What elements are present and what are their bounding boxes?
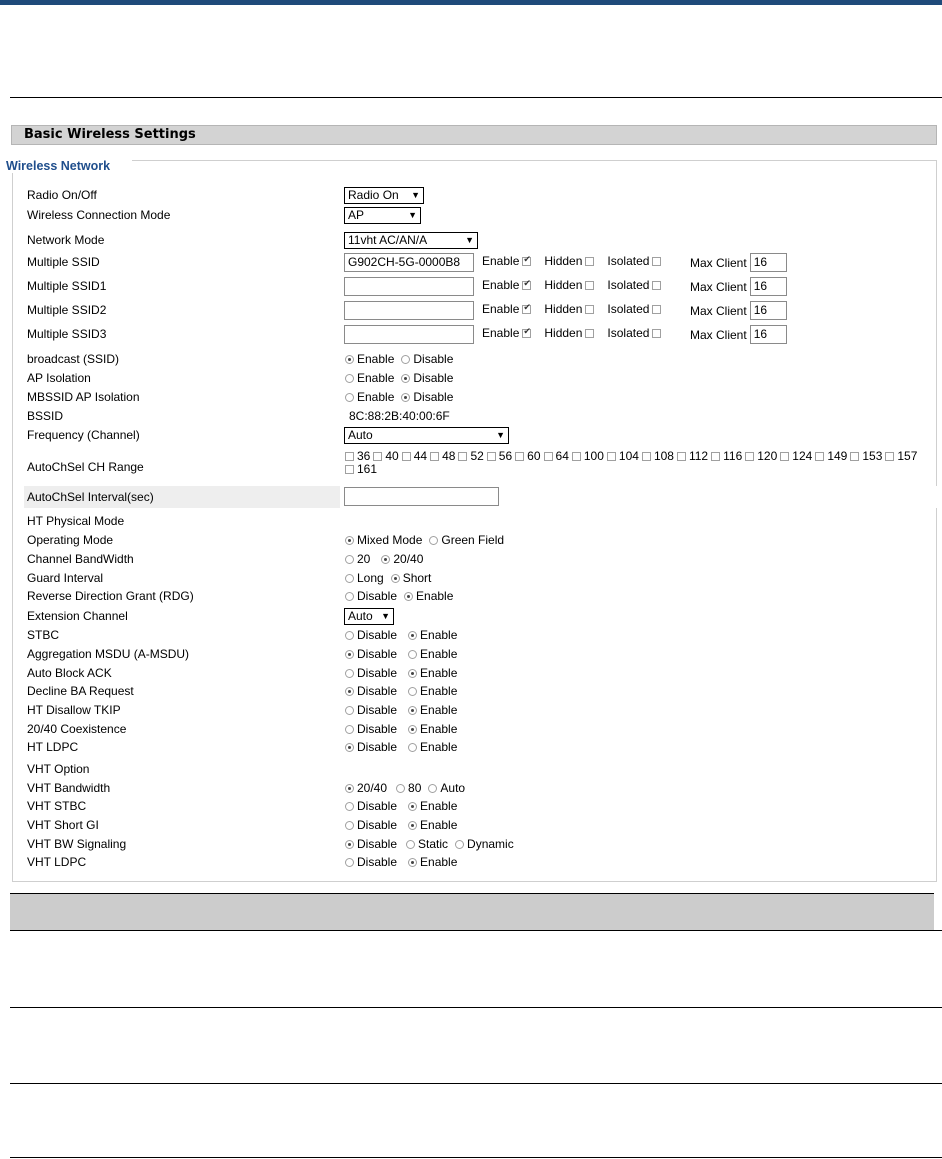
option-label: Disable [357,722,398,736]
row-amsdu [0,645,942,663]
channel-checkbox[interactable] [850,452,859,461]
option-label: Mixed Mode [357,533,423,547]
channel-checkbox[interactable] [544,452,553,461]
row-channel-bandwidth [0,550,942,568]
channel-checkbox[interactable] [345,452,354,461]
enable-label: Enable [482,254,520,268]
label: HT Disallow TKIP [27,703,121,717]
option-label: Auto [440,781,466,795]
label: MBSSID AP Isolation [27,390,140,404]
channel-checkbox[interactable] [745,452,754,461]
label: Multiple SSID2 [27,303,107,317]
label: BSSID [27,409,64,423]
selected-value: AP [348,208,365,222]
channel-label: 149 [827,449,848,463]
max-client-input[interactable]: 16 [750,301,787,320]
option-label: Disable [357,666,398,680]
row-ap-isolation [0,369,942,387]
label: VHT LDPC [27,855,87,869]
ssid-input[interactable] [344,325,474,344]
network-mode-select[interactable] [344,232,478,249]
option-label: Enable [357,352,395,366]
channel-checkbox[interactable] [607,452,616,461]
table-row-divider [10,1083,942,1084]
label: Multiple SSID1 [27,279,107,293]
option-label: Green Field [441,533,505,547]
channel-label: 124 [792,449,813,463]
autoch-interval-input[interactable] [344,487,499,506]
ht-ldpc-disable-radio[interactable] [345,743,354,752]
channel-label: 100 [583,449,604,463]
hidden-checkbox[interactable] [585,305,594,314]
chevron-down-icon: ▼ [411,190,420,200]
aba-enable-radio[interactable] [408,669,417,678]
option-label: Static [418,837,449,851]
channel-checkbox[interactable] [711,452,720,461]
isolated-checkbox[interactable] [652,329,661,338]
row-ssid-3 [0,325,942,343]
channel-label: 120 [757,449,778,463]
ssid-input[interactable] [344,301,474,320]
option-label: Disable [357,740,398,754]
option-label: Enable [420,855,458,869]
row-connection-mode [0,206,942,224]
broadcast-enable-radio[interactable] [345,355,354,364]
label: AP Isolation [27,371,91,385]
label: Radio On/Off [27,188,97,202]
broadcast-disable-radio[interactable] [401,355,410,364]
label: 20/40 Coexistence [27,722,127,736]
channel-checkbox[interactable] [780,452,789,461]
channel-checkbox[interactable] [373,452,382,461]
channel-label: 161 [357,462,378,476]
label: Multiple SSID3 [27,327,107,341]
mbssid-enable-radio[interactable] [345,393,354,402]
label: Network Mode [27,233,105,247]
isolated-checkbox[interactable] [652,257,661,266]
row-ht-ldpc [0,738,942,756]
channel-option [457,450,483,463]
chevron-down-icon: ▼ [408,210,417,220]
connection-mode-select[interactable] [344,207,421,224]
option-label: Enable [420,666,458,680]
channel-label: 56 [498,449,513,463]
amsdu-disable-radio[interactable] [345,650,354,659]
channel-label: 108 [653,449,674,463]
row-vht-bw-signaling [0,835,942,853]
section-title: Basic Wireless Settings [11,125,937,145]
row-coexistence [0,720,942,738]
extension-channel-select[interactable] [344,608,394,625]
row-vht-ldpc [0,853,942,871]
option-label: Disable [357,818,398,832]
ap-isolation-disable-radio[interactable] [401,374,410,383]
row-frequency [0,426,942,444]
enable-checkbox[interactable] [522,281,531,290]
option-label: Enable [420,703,458,717]
label: AutoChSel Interval(sec) [27,490,154,504]
row-stbc [0,626,942,644]
enable-label: Enable [482,326,520,340]
chevron-down-icon: ▼ [496,430,505,440]
option-label: 20/40 [357,781,388,795]
stbc-enable-radio[interactable] [408,631,417,640]
row-radio-onoff [0,186,942,204]
ht-physical-mode-heading: HT Physical Mode [27,514,125,528]
vht-bw-20-40-radio[interactable] [345,784,354,793]
bw-20-40-radio[interactable] [381,555,390,564]
option-label: Disable [357,628,398,642]
ap-isolation-enable-radio[interactable] [345,374,354,383]
max-client-label: Max Client [690,327,747,342]
row-network-mode [0,231,942,249]
channel-option [372,450,398,463]
row-decline-ba [0,682,942,700]
row-operating-mode [0,531,942,549]
label: VHT Bandwidth [27,781,111,795]
channel-option [676,450,708,463]
label: Auto Block ACK [27,666,112,680]
label: VHT BW Signaling [27,837,127,851]
channel-option [571,450,604,463]
channel-checkbox[interactable] [815,452,824,461]
option-label: Disable [357,703,398,717]
option-label: Enable [420,740,458,754]
table-header-row [10,893,934,930]
isolated-label: Isolated [607,278,650,292]
option-label: Enable [420,684,458,698]
label: HT LDPC [27,740,79,754]
selected-value: 11vht AC/AN/A [348,233,428,247]
option-label: 20/40 [393,552,424,566]
rdg-enable-radio[interactable] [404,592,413,601]
channel-label: 36 [357,449,371,463]
isolated-label: Isolated [607,254,650,268]
option-label: Enable [420,818,458,832]
option-label: Disable [413,371,454,385]
aba-disable-radio[interactable] [345,669,354,678]
option-label: Disable [357,837,398,851]
channel-checkbox[interactable] [487,452,496,461]
channel-label: 157 [897,449,918,463]
ssid-input[interactable]: G902CH-5G-0000B8 [344,253,474,272]
amsdu-enable-radio[interactable] [408,650,417,659]
vht-ldpc-enable-radio[interactable] [408,858,417,867]
label: Wireless Connection Mode [27,208,171,222]
label: Reverse Direction Grant (RDG) [27,589,194,603]
enable-checkbox[interactable] [522,257,531,266]
channel-option [606,450,639,463]
label: broadcast (SSID) [27,352,120,366]
selected-value: Radio On [348,188,399,202]
option-label: Disable [357,855,398,869]
channel-checkbox[interactable] [885,452,894,461]
channel-checkbox[interactable] [430,452,439,461]
channel-option [884,450,917,463]
enable-checkbox[interactable] [522,329,531,338]
option-label: 20 [357,552,371,566]
option-label: Short [402,571,432,585]
table-row-divider [10,1157,942,1158]
max-client-label: Max Client [690,279,747,294]
option-label: Enable [357,390,395,404]
channel-label: 104 [618,449,639,463]
row-vht-bandwidth [0,779,942,797]
channel-label: 48 [442,449,456,463]
channel-option [814,450,847,463]
vht-bw-auto-radio[interactable] [428,784,437,793]
channel-checkbox-list [344,450,934,476]
option-label: Disable [357,799,398,813]
row-auto-block-ack [0,664,942,682]
option-label: Dynamic [467,837,514,851]
row-guard-interval [0,569,942,587]
vht-sig-dynamic-radio[interactable] [455,840,464,849]
channel-option [849,450,882,463]
option-label: Disable [357,684,398,698]
isolated-checkbox[interactable] [652,281,661,290]
channel-option [543,450,569,463]
label: Frequency (Channel) [27,428,140,442]
vht-sig-static-radio[interactable] [406,840,415,849]
max-client-label: Max Client [690,303,747,318]
option-label: Enable [420,722,458,736]
option-label: Disable [357,647,398,661]
decline-ba-disable-radio[interactable] [345,687,354,696]
hidden-label: Hidden [544,326,583,340]
option-label: Disable [413,390,454,404]
tkip-enable-radio[interactable] [408,706,417,715]
label: AutoChSel CH Range [27,460,144,474]
channel-checkbox[interactable] [402,452,411,461]
enable-label: Enable [482,302,520,316]
hidden-label: Hidden [544,302,583,316]
green-field-radio[interactable] [429,536,438,545]
row-autoch-interval [24,486,937,508]
max-client-input[interactable]: 16 [750,253,787,272]
label: VHT Short GI [27,818,99,832]
label: Operating Mode [27,533,114,547]
wireless-network-legend: Wireless Network [6,159,132,173]
option-label: Enable [416,589,454,603]
vht-sgi-enable-radio[interactable] [408,821,417,830]
hidden-checkbox[interactable] [585,257,594,266]
ssid-input[interactable] [344,277,474,296]
channel-option [401,450,427,463]
rdg-disable-radio[interactable] [345,592,354,601]
channel-option [744,450,777,463]
label: Aggregation MSDU (A-MSDU) [27,647,190,661]
chevron-down-icon: ▼ [381,611,390,621]
channel-option [641,450,674,463]
option-label: 80 [408,781,422,795]
gi-long-radio[interactable] [345,574,354,583]
channel-label: 116 [723,449,743,463]
channel-label: 60 [527,449,541,463]
label: Channel BandWidth [27,552,134,566]
radio-onoff-select[interactable] [344,187,424,204]
option-label: Long [357,571,384,585]
channel-checkbox[interactable] [572,452,581,461]
ht-ldpc-enable-radio[interactable] [408,743,417,752]
hidden-checkbox[interactable] [585,281,594,290]
stbc-disable-radio[interactable] [345,631,354,640]
row-autoch-range [0,450,942,484]
channel-option [779,450,812,463]
option-label: Enable [420,799,458,813]
vht-stbc-disable-radio[interactable] [345,802,354,811]
isolated-checkbox[interactable] [652,305,661,314]
row-vht-stbc [0,797,942,815]
channel-checkbox[interactable] [345,465,354,474]
enable-checkbox[interactable] [522,305,531,314]
option-label: Disable [357,589,398,603]
row-bssid [0,407,942,425]
option-label: Enable [420,628,458,642]
row-mbssid-isolation [0,388,942,406]
vht-ldpc-disable-radio[interactable] [345,858,354,867]
channel-checkbox[interactable] [677,452,686,461]
channel-label: 44 [413,449,428,463]
channel-option [486,450,512,463]
hidden-label: Hidden [544,254,583,268]
mixed-mode-radio[interactable] [345,536,354,545]
decline-ba-enable-radio[interactable] [408,687,417,696]
channel-option [344,463,377,476]
tkip-disable-radio[interactable] [345,706,354,715]
isolated-label: Isolated [607,326,650,340]
vht-option-heading: VHT Option [27,762,90,776]
max-client-label: Max Client [690,255,747,270]
coexist-disable-radio[interactable] [345,725,354,734]
row-ht-physical-mode [0,512,942,530]
chevron-down-icon: ▼ [465,235,474,245]
option-label: Disable [413,352,454,366]
row-rdg [0,587,942,605]
row-ht-tkip [0,701,942,719]
label: Decline BA Request [27,684,134,698]
channel-checkbox[interactable] [515,452,524,461]
hidden-label: Hidden [544,278,583,292]
row-broadcast-ssid [0,350,942,368]
vht-sig-disable-radio[interactable] [345,840,354,849]
max-client-input[interactable]: 16 [750,277,787,296]
label: Multiple SSID [27,255,100,269]
vht-stbc-enable-radio[interactable] [408,802,417,811]
channel-label: 153 [862,449,883,463]
mbssid-disable-radio[interactable] [401,393,410,402]
channel-label: 64 [555,449,569,463]
channel-label: 52 [470,449,484,463]
isolated-label: Isolated [607,302,650,316]
channel-option [514,450,540,463]
vht-sgi-disable-radio[interactable] [345,821,354,830]
hidden-checkbox[interactable] [585,329,594,338]
row-ssid-1 [0,277,942,295]
label: Extension Channel [27,609,128,623]
channel-option [429,450,455,463]
option-label: Enable [420,647,458,661]
channel-option [710,450,742,463]
top-accent-bar [0,0,942,5]
header-divider [10,97,942,98]
row-vht-short-gi [0,816,942,834]
gi-short-radio[interactable] [391,574,400,583]
row-ssid-0 [0,253,942,271]
selected-value: Auto [348,428,373,442]
max-client-input[interactable]: 16 [750,325,787,344]
coexist-enable-radio[interactable] [408,725,417,734]
bssid-value: 8C:88:2B:40:00:6F [349,409,450,423]
channel-label: 40 [385,449,399,463]
vht-bw-80-radio[interactable] [396,784,405,793]
label: VHT STBC [27,799,87,813]
row-vht-option [0,760,942,778]
bw-20-radio[interactable] [345,555,354,564]
label: Guard Interval [27,571,104,585]
option-label: Enable [357,371,395,385]
frequency-select[interactable] [344,427,509,444]
table-row-divider [10,930,942,931]
channel-label: 112 [688,449,709,463]
channel-checkbox[interactable] [458,452,467,461]
table-row-divider [10,1007,942,1008]
enable-label: Enable [482,278,520,292]
channel-checkbox[interactable] [642,452,651,461]
selected-value: Auto [348,609,373,623]
row-extension-channel [0,607,942,625]
row-ssid-2 [0,301,942,319]
label: STBC [27,628,60,642]
